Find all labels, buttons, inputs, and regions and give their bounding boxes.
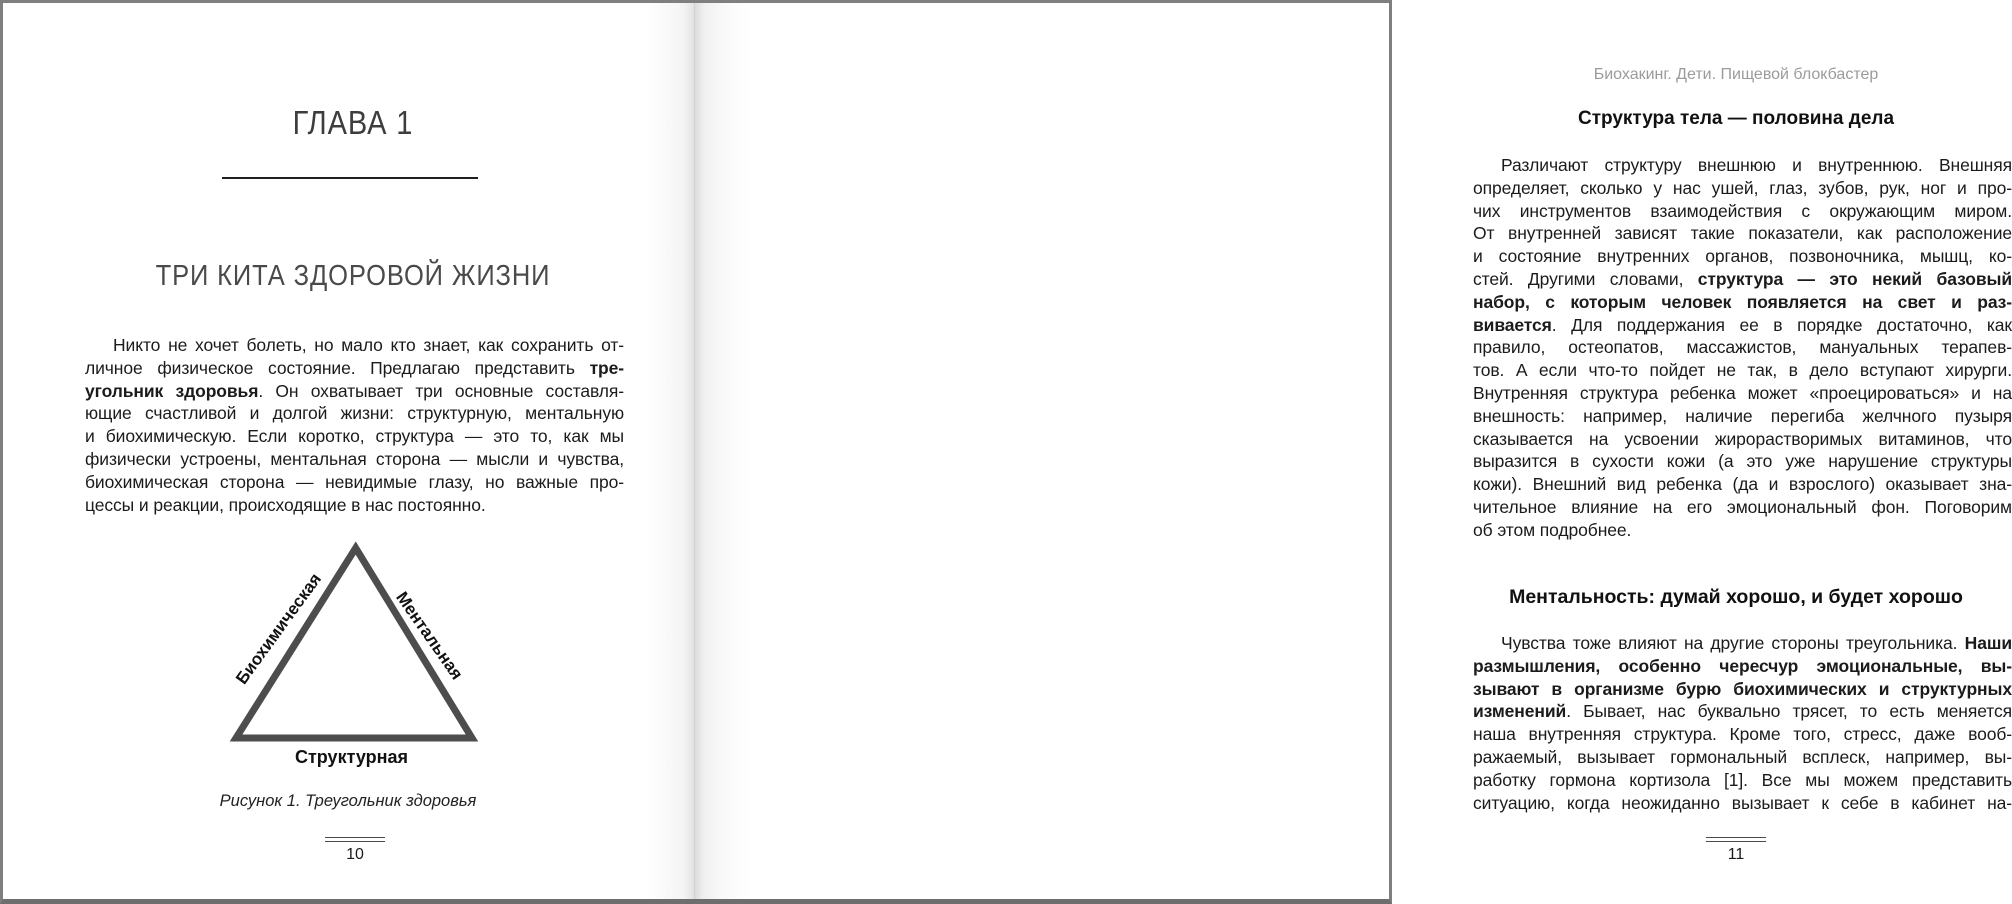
triangle-label-mental: Ментальная bbox=[392, 588, 467, 684]
section-title: ТРИ КИТА ЗДОРОВОЙ ЖИЗНИ bbox=[155, 260, 551, 292]
chapter-label: ГЛАВА 1 bbox=[292, 104, 414, 141]
triangle-label-biochemical: Биохимическая bbox=[232, 569, 326, 688]
figure-caption: Рисунок 1. Треугольник здоровья bbox=[219, 792, 477, 810]
footer-rule-left bbox=[325, 837, 385, 842]
right-page-paragraph-1: Различают структуру внешнюю и внутреннюю. Внешняя определяет, сколько у нас ушей, глаз, зубов, рук, ног и про- чих инструментов взаимодействия с окружающим миром. От внутренней зависят такие показатели, как расположение и состояние внутренних органов, позвоночника, мышц, ко- стей. Другими словами, структура — это некий базовый набор, с которым человек появляется на свет и раз- вивается. Для поддержания ее в порядке достаточно, как правило, остеопатов, массажистов, мануальных терапев- тов. А если что-то пойдет не так, в дело вступают хирурги. Внутренняя структура ребенка может «проецироваться» и на внешность: например, наличие перегиба желчного пузыря сказывается на усвоении жирорастворимых витаминов, что выразится в сухости кожи (а это уже нарушение структуры кожи). Внешний вид ребенка (да и взрослого) оказывает зна- чительное влияние на его эмоциональный фон. Поговорим об этом подробнее. bbox=[1473, 155, 2012, 540]
page-number-left: 10 bbox=[346, 846, 364, 863]
triangle-label-structural: Структурная bbox=[294, 747, 408, 767]
page-number-right: 11 bbox=[1727, 846, 1745, 863]
subheading-mentality: Ментальность: думай хорошо, и будет хорошо bbox=[1509, 586, 1963, 608]
running-head: Биохакинг. Дети. Пищевой блокбастер bbox=[1593, 66, 1879, 83]
left-page-paragraph: Никто не хочет болеть, но мало кто знает, как сохранить от- личное физическое состояние. Предлагаю представить тре- угольник здоровья. Он охватывает три основные составля- ющие счастливой и долгой жизни: структурную, ментальную и биохимическую. Если коротко, структура — это то, как мы физически устроены, ментальная сторона — мысли и чувства, биохимическая сторона — невидимые глазу, но важные про- цессы и реакции, происходящие в нас постоянно. bbox=[85, 335, 624, 515]
footer-rule-right bbox=[1706, 837, 1766, 842]
subheading-structure: Структура тела — половина дела bbox=[1577, 108, 1895, 129]
chapter-rule bbox=[222, 177, 478, 179]
page-right bbox=[695, 3, 2012, 899]
right-page-paragraph-2: Чувства тоже влияют на другие стороны треугольника. Наши размышления, особенно чересчур эмоциональные, вы- зывают в организме бурю биохимических и структурных изменений. Бывает, нас буквально трясет, то есть меняется наша внутренняя структура. Кроме того, стресс, даже вооб- ражаемый, вызывает гормональный всплеск, например, вы- работку гормона кортизола [1]. Все мы можем представить ситуацию, когда неожиданно вызывает к себе в кабинет на- bbox=[1473, 633, 2012, 813]
page-left bbox=[3, 3, 694, 899]
